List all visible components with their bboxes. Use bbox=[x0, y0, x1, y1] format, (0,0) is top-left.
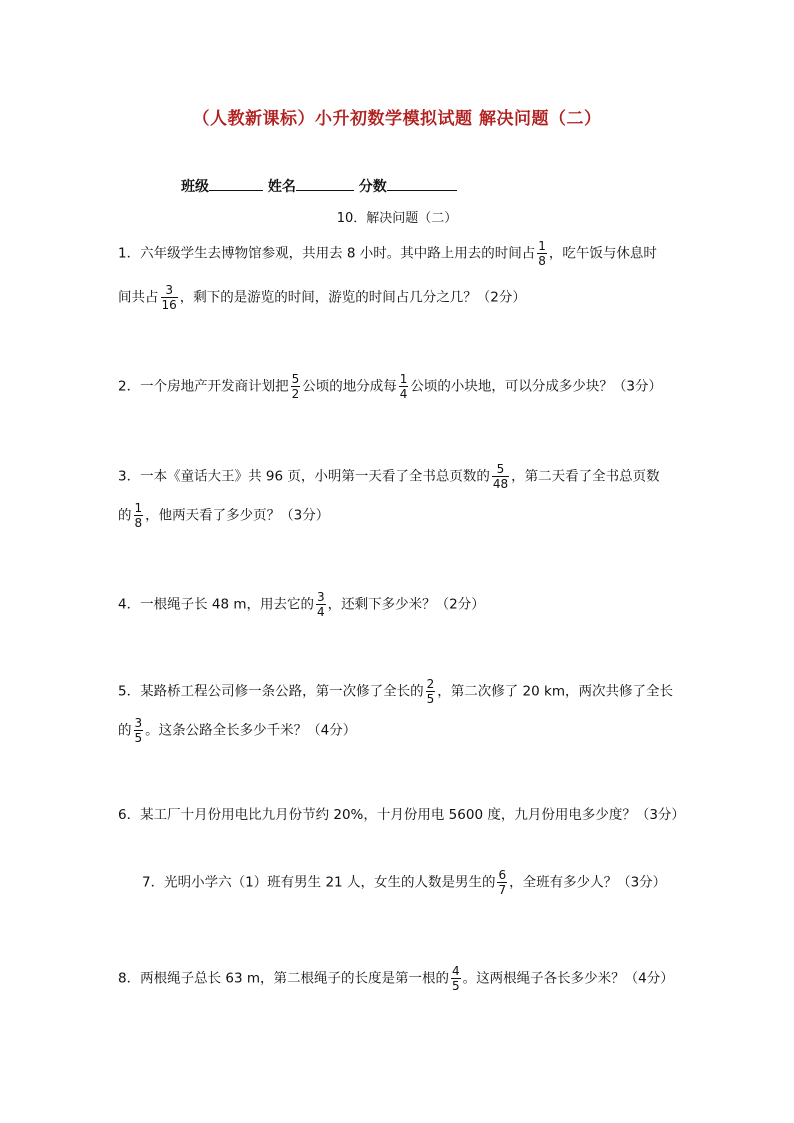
fraction bbox=[134, 501, 144, 530]
question-text: 5．某路桥工程公司修一条公路，第一次修了全长的 bbox=[118, 683, 424, 700]
fraction bbox=[537, 239, 547, 268]
denominator: 8 bbox=[538, 254, 546, 268]
score-blank bbox=[387, 176, 457, 191]
denominator: 2 bbox=[291, 387, 300, 401]
question-text: 8．两根绳子总长 63 m，第二根绳子的长度是第一根的 bbox=[118, 970, 449, 987]
question-5-line-2 bbox=[118, 716, 356, 745]
denominator: 5 bbox=[134, 731, 143, 745]
denominator: 8 bbox=[134, 516, 143, 530]
question-text: 。这条公路全长多少千米？（4分） bbox=[145, 722, 357, 739]
question-1-line-2 bbox=[118, 283, 526, 312]
question-text: 3．一本《童话大王》共 96 页，小明第一天看了全书总页数的 bbox=[118, 468, 490, 485]
question-text: 的 bbox=[118, 722, 132, 739]
numerator: 3 bbox=[134, 716, 143, 730]
class-label: 班级 bbox=[181, 179, 209, 195]
question-5-line-1 bbox=[118, 677, 673, 706]
denominator: 48 bbox=[492, 477, 509, 491]
numerator: 1 bbox=[134, 501, 143, 515]
name-blank bbox=[296, 176, 354, 191]
class-blank bbox=[209, 176, 263, 191]
numerator: 3 bbox=[317, 590, 325, 604]
name-label: 姓名 bbox=[267, 179, 296, 195]
question-text: 间共占 bbox=[118, 289, 159, 306]
denominator: 4 bbox=[399, 387, 408, 401]
numerator: 5 bbox=[291, 372, 300, 386]
fraction bbox=[291, 372, 301, 401]
page-title: （人教新课标）小升初数学模拟试题 解决问题（二） bbox=[192, 109, 602, 129]
question-text: ，剩下的是游览的时间，游览的时间占几分之几？（2分） bbox=[179, 289, 526, 306]
question-text: ，还剩下多少米？（2分） bbox=[327, 596, 485, 613]
question-text: ，第二次修了 20 km，两次共修了全长 bbox=[437, 683, 673, 700]
numerator: 1 bbox=[538, 239, 546, 253]
student-info-line bbox=[181, 176, 457, 196]
fraction bbox=[426, 677, 436, 706]
question-3-line-2 bbox=[118, 501, 329, 530]
question-text: ，吃午饭与休息时 bbox=[548, 245, 657, 262]
denominator: 4 bbox=[317, 605, 325, 619]
question-3-line-1 bbox=[118, 462, 660, 491]
question-text: 1．六年级学生去博物馆参观，共用去 8 小时。其中路上用去的时间占 bbox=[118, 245, 536, 262]
fraction bbox=[161, 283, 178, 312]
question-4-line-1 bbox=[118, 590, 485, 619]
question-text: 公顷的地分成每 bbox=[302, 378, 397, 395]
fraction bbox=[399, 372, 409, 401]
question-text: ，全班有多少人？（3分） bbox=[509, 874, 667, 891]
denominator: 16 bbox=[161, 298, 177, 312]
section-subtitle: 10．解决问题（二） bbox=[336, 211, 458, 226]
numerator: 6 bbox=[498, 868, 507, 882]
numerator: 1 bbox=[399, 372, 408, 386]
question-7-line-1 bbox=[142, 868, 666, 897]
denominator: 5 bbox=[426, 692, 435, 706]
denominator: 7 bbox=[498, 883, 507, 897]
question-8-line-1 bbox=[118, 964, 674, 993]
fraction bbox=[316, 590, 326, 619]
fraction bbox=[451, 964, 461, 993]
question-2-line-1 bbox=[118, 372, 662, 401]
fraction bbox=[497, 868, 507, 897]
question-text: ，第二天看了全书总页数 bbox=[511, 468, 660, 485]
question-text: 2．一个房地产开发商计划把 bbox=[118, 378, 289, 395]
numerator: 4 bbox=[452, 964, 460, 978]
numerator: 5 bbox=[496, 462, 505, 476]
question-text: 4．一根绳子长 48 m，用去它的 bbox=[118, 596, 315, 613]
question-text: 公顷的小块地，可以分成多少块？（3分） bbox=[410, 378, 662, 395]
question-6-line-1 bbox=[118, 805, 685, 825]
question-text: 7．光明小学六（1）班有男生 21 人，女生的人数是男生的 bbox=[142, 874, 496, 891]
fraction bbox=[492, 462, 509, 491]
question-text: 的 bbox=[118, 507, 132, 524]
question-text: ，他两天看了多少页？（3分） bbox=[145, 507, 330, 524]
question-1-line-1 bbox=[118, 239, 657, 268]
question-text: 。这两根绳子各长多少米？（4分） bbox=[462, 970, 674, 987]
numerator: 3 bbox=[165, 283, 173, 297]
score-label: 分数 bbox=[358, 179, 387, 195]
numerator: 2 bbox=[426, 677, 435, 691]
fraction bbox=[134, 716, 144, 745]
question-text: 6．某工厂十月份用电比九月份节约 20%，十月份用电 5600 度，九月份用电多少度？（3分） bbox=[118, 807, 685, 823]
denominator: 5 bbox=[452, 979, 460, 993]
